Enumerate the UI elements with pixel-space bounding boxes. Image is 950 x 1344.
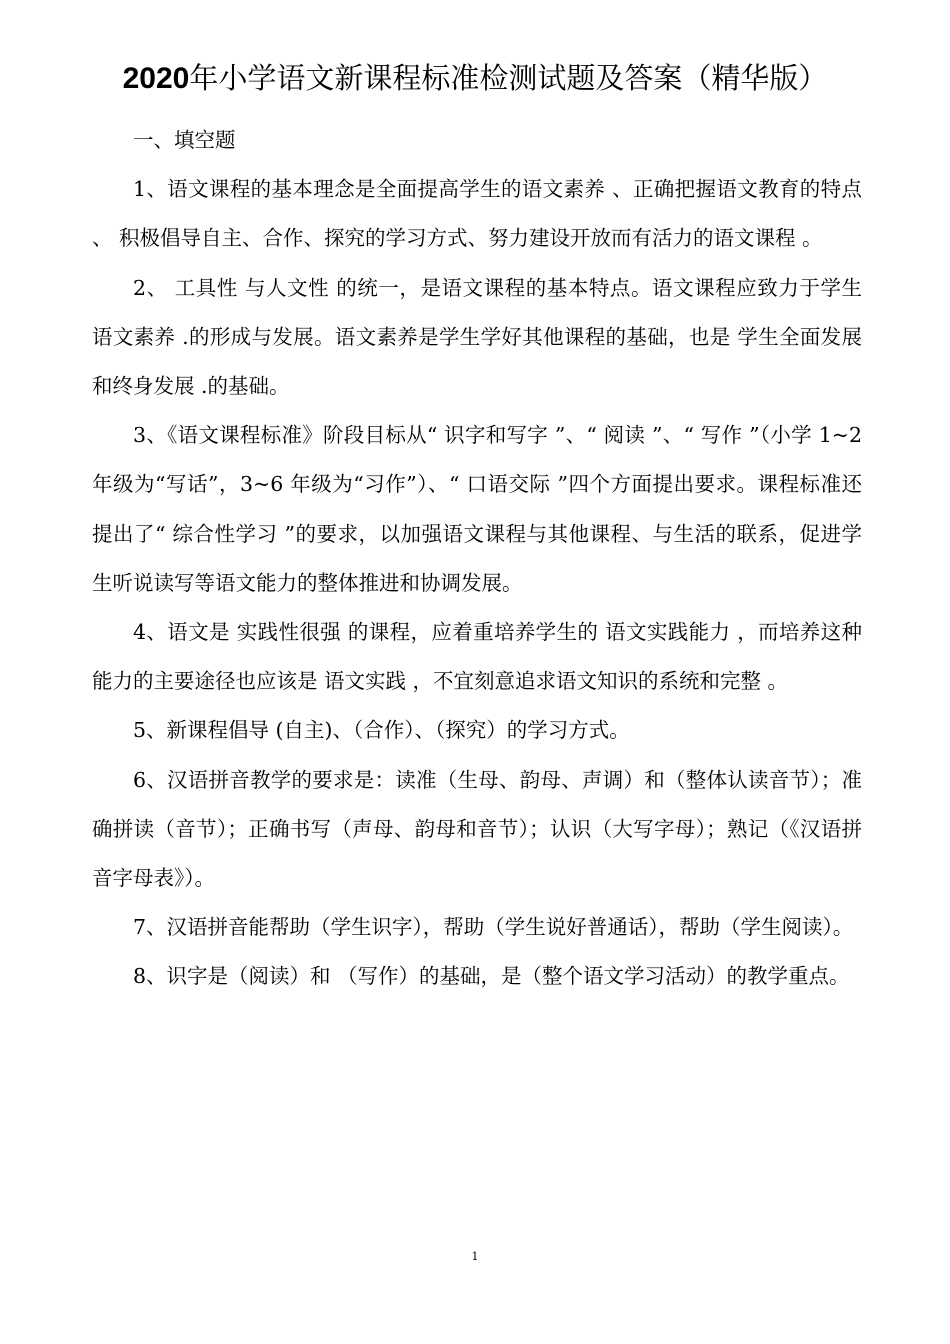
question-1: 1、语文课程的基本理念是全面提高学生的语文素养 、正确把握语文教育的特点 、 积极倡导自主、合作、探究的学习方式、努力建设开放而有活力的语文课程 。: [92, 177, 862, 251]
document-body: [92, 116, 862, 1002]
question-7: 7、汉语拼音能帮助（学生识字），帮助（学生说好普通话），帮助（学生阅读）。: [133, 915, 854, 940]
question-6: 6、汉语拼音教学的要求是：读准（生母、韵母、声调）和（整体认读音节）；准确拼读（音节）；正确书写（声母、韵母和音节）；认识（大写字母）；熟记（《汉语拼音字母表》）。: [92, 767, 862, 891]
question-2: 2、 工具性 与人文性 的统一，是语文课程的基本特点。语文课程应致力于学生 语文素养 .的形成与发展。语文素养是学生学好其他课程的基础，也是 学生全面发展和终身发展 .的基础。: [92, 275, 862, 399]
title-text: 年小学语文新课程标准检测试题及答案（精华版）: [189, 61, 828, 95]
page-number: 1: [471, 1250, 479, 1263]
question-5: 5、新课程倡导 (自主)、（合作）、（探究）的学习方式。: [133, 718, 630, 743]
question-3: 3、《语文课程标准》阶段目标从“ 识字和写字 ”、“ 阅读 ”、“ 写作 ”（小学 1~2 年级为“写话”，3~6 年级为“习作”）、“ 口语交际 ”四个方面提出要求。课程标准还提出了“ 综合性学习 ”的要求，以加强语文课程与其他课程、与生活的联系，促进学生听说读写等语文能力的整体推进和协调发展。: [92, 423, 862, 595]
section-heading: 一、填空题: [133, 128, 236, 152]
question-4: 4、语文是 实践性很强 的课程，应着重培养学生的 语文实践能力 ，而培养这种能力的主要途径也应该是 语文实践 ，不宜刻意追求语文知识的系统和完整 。: [92, 620, 862, 694]
question-8: 8、识字是（阅读）和 （写作）的基础，是（整个语文学习活动）的教学重点。: [133, 964, 850, 989]
title-year: 2020: [122, 62, 190, 95]
page-title: [0, 58, 950, 99]
